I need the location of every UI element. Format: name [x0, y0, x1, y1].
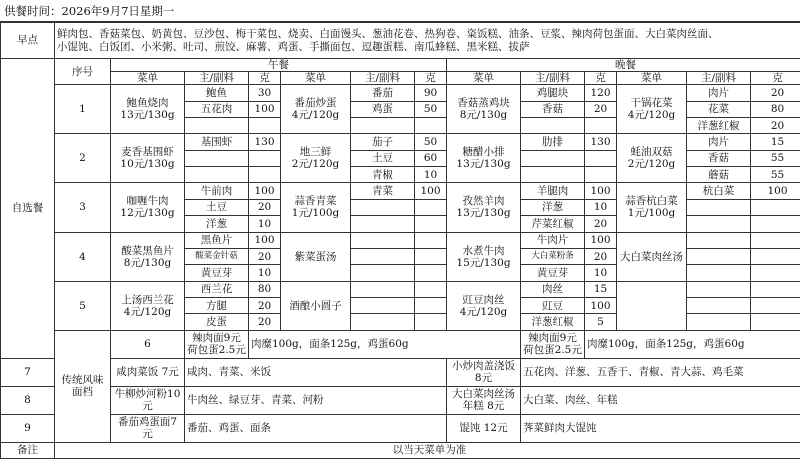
ingredient-name: 鸡腿块 [521, 85, 585, 101]
breakfast-row [1, 23, 800, 59]
ingredient-grams: 100 [585, 183, 617, 199]
ingredient-grams [585, 117, 617, 133]
dish-price: 13元/130g [449, 158, 518, 170]
dish-name-price [111, 85, 185, 134]
ingredient-grams: 50 [415, 101, 447, 117]
ingredient-grams: 15 [751, 134, 800, 150]
ingredient-grams: 30 [249, 85, 281, 101]
ingredient-name: 青菜 [351, 183, 415, 199]
lunch-noodle-desc: 肉糜100g，面条125g，鸡蛋60g [249, 330, 521, 358]
ingredient-grams: 10 [585, 199, 617, 215]
ingredient-name [687, 314, 751, 330]
ingredient-grams: 100 [249, 183, 281, 199]
ingredient-grams: 90 [415, 85, 447, 101]
ingredient-name [351, 232, 415, 248]
dinner-noodle-name: 大白菜肉丝汤年糕 8元 [447, 386, 521, 414]
dish-name-price [617, 232, 687, 281]
ingredient-name [521, 117, 585, 133]
ingredient-grams [751, 298, 800, 314]
gram-col-header: 克 [415, 72, 447, 85]
ingredient-col-header: 主/副料 [521, 72, 585, 85]
ingredient-name [351, 199, 415, 215]
lunch-noodle-name: 辣肉面9元荷包蛋2.5元 [185, 330, 249, 358]
ingredient-grams [415, 298, 447, 314]
dish-name: 香菇蒸鸡块 [449, 97, 518, 109]
ingredient-grams [751, 199, 800, 215]
ingredient-grams [249, 167, 281, 183]
dish-name-price [281, 183, 351, 232]
seq-number: 1 [55, 85, 111, 134]
remark-text: 以当天菜单为准 [55, 442, 800, 458]
ingredient-grams: 20 [249, 199, 281, 215]
dish-name: 咖喱牛肉 [113, 195, 182, 207]
ingredient-name: 花菜 [687, 101, 751, 117]
dish-name: 酒酿小圆子 [283, 300, 348, 312]
ingredient-name [521, 150, 585, 166]
ingredient-name [687, 248, 751, 264]
ingredient-grams: 100 [249, 232, 281, 248]
dinner-noodle-name: 馄饨 12元 [447, 414, 521, 442]
ingredient-grams: 20 [751, 117, 800, 133]
ingredient-name: 洋葱红椒 [521, 314, 585, 330]
ingredient-grams [415, 281, 447, 297]
ingredient-name: 大白菜粉条 [521, 248, 585, 264]
serving-date-header: 供餐时间：2026年9月7日星期一 [0, 0, 800, 22]
breakfast-line-2: 小馄饨、白饭团、小米粥、吐司、煎饺、麻薯、鸡蛋、手撕面包、逗趣蛋糕、南瓜蜂糕、黑米糕、拔萨 [57, 41, 800, 53]
dish-name-price [617, 85, 687, 134]
ingredient-grams: 100 [585, 232, 617, 248]
ingredient-grams: 120 [585, 85, 617, 101]
ingredient-grams: 55 [751, 167, 800, 183]
ingredient-name: 肉片 [687, 134, 751, 150]
lunch-header: 午餐 [111, 59, 447, 72]
seq-number: 3 [55, 183, 111, 232]
ingredient-name [351, 314, 415, 330]
dish-name-price [281, 85, 351, 134]
ingredient-name: 洋葱红椒 [687, 117, 751, 133]
ingredient-name: 豇豆 [521, 298, 585, 314]
ingredient-grams [751, 248, 800, 264]
dinner-noodle-desc: 荠菜鲜肉大馄饨 [521, 414, 800, 442]
dish-price: 2元/120g [283, 158, 348, 170]
ingredient-grams [585, 167, 617, 183]
meal-header-row [1, 59, 800, 72]
seq-number: 9 [1, 414, 55, 442]
ingredient-name [351, 281, 415, 297]
ingredient-name: 肉片 [687, 85, 751, 101]
dish-col-header: 菜单 [281, 72, 351, 85]
menu-table [0, 22, 800, 459]
dish-name: 干锅花菜 [619, 97, 684, 109]
ingredient-name: 洋葱 [521, 199, 585, 215]
dish-name: 酸菜黑鱼片 [113, 245, 182, 257]
dish-price: 4元/120g [283, 109, 348, 121]
ingredient-name [185, 150, 249, 166]
ingredient-grams: 20 [751, 85, 800, 101]
ingredient-name: 鲍鱼 [185, 85, 249, 101]
lunch-noodle-desc: 番茄、鸡蛋、面条 [185, 414, 447, 442]
gram-col-header: 克 [585, 72, 617, 85]
remark-row [1, 442, 800, 458]
lunch-noodle-name: 牛柳炒河粉10元 [111, 386, 185, 414]
dinner-noodle-desc: 肉糜100g，面条125g，鸡蛋60g [585, 330, 800, 358]
seq-number: 6 [111, 330, 185, 358]
ingredient-grams [751, 216, 800, 232]
ingredient-col-header: 主/副料 [687, 72, 751, 85]
ingredient-grams [415, 199, 447, 215]
seq-number: 4 [55, 232, 111, 281]
ingredient-grams [249, 150, 281, 166]
ingredient-grams [751, 232, 800, 248]
ingredient-name: 黄豆芽 [521, 265, 585, 281]
dish-price: 13元/130g [449, 207, 518, 219]
dish-name-price [447, 232, 521, 281]
ingredient-name [351, 216, 415, 232]
lunch-noodle-desc: 咸肉、青菜、米饭 [185, 358, 447, 386]
dish-name-price [111, 232, 185, 281]
dish-name-price [617, 183, 687, 232]
dish-name: 蒜香青菜 [283, 195, 348, 207]
zixuan-group-row [1, 183, 800, 191]
dish-name: 麦香基围虾 [113, 146, 182, 158]
zixuan-group-row [1, 281, 800, 289]
dish-name: 紫菜蛋汤 [283, 251, 348, 263]
lunch-noodle-desc: 牛肉丝、绿豆芽、青菜、河粉 [185, 386, 447, 414]
ingredient-name [185, 167, 249, 183]
dish-name: 蒜香杭白菜 [619, 195, 684, 207]
ingredient-name [687, 298, 751, 314]
dish-name-price [111, 134, 185, 183]
dish-name: 鲍鱼烧肉 [113, 97, 182, 109]
ingredient-name [521, 167, 585, 183]
lunch-noodle-name: 番茄鸡蛋面7元 [111, 414, 185, 442]
ingredient-grams: 10 [415, 167, 447, 183]
dish-price: 10元/130g [113, 158, 182, 170]
noodle-row [1, 386, 800, 414]
dish-name-price [281, 232, 351, 281]
dish-price: 15元/130g [449, 257, 518, 269]
seq-number: 8 [1, 386, 55, 414]
ingredient-name: 西兰花 [185, 281, 249, 297]
ingredient-grams: 100 [249, 101, 281, 117]
ingredient-name [687, 265, 751, 281]
dish-name-price [111, 281, 185, 330]
ingredient-name: 青椒 [351, 167, 415, 183]
lunch-noodle-name: 咸肉菜饭 7元 [111, 358, 185, 386]
dinner-header: 晚餐 [447, 59, 800, 72]
ingredient-grams: 5 [585, 314, 617, 330]
dish-price: 1元/100g [619, 207, 684, 219]
ingredient-name: 黑鱼片 [185, 232, 249, 248]
ingredient-grams: 130 [249, 134, 281, 150]
ingredient-name: 土豆 [185, 199, 249, 215]
dish-col-header: 菜单 [447, 72, 521, 85]
ingredient-grams [415, 248, 447, 264]
ingredient-grams: 20 [585, 101, 617, 117]
dish-name-price [447, 134, 521, 183]
ingredient-grams [415, 232, 447, 248]
ingredient-grams: 55 [751, 150, 800, 166]
gram-col-header: 克 [249, 72, 281, 85]
zixuan-label: 自选餐 [1, 59, 55, 359]
ingredient-name [185, 117, 249, 133]
zixuan-group-row [1, 232, 800, 240]
ingredient-name: 黄豆芽 [185, 265, 249, 281]
ingredient-grams [415, 314, 447, 330]
dinner-noodle-desc: 五花肉、洋葱、五香干、青椒、青大蒜、鸡毛菜 [521, 358, 800, 386]
ingredient-grams [415, 265, 447, 281]
ingredient-col-header: 主/副料 [351, 72, 415, 85]
ingredient-grams [415, 216, 447, 232]
ingredient-name [687, 232, 751, 248]
ingredient-name: 香菇 [687, 150, 751, 166]
dish-price: 4元/120g [619, 109, 684, 121]
ingredient-name: 羊腿肉 [521, 183, 585, 199]
dish-price: 12元/130g [113, 207, 182, 219]
ingredient-name: 土豆 [351, 150, 415, 166]
dish-col-header: 菜单 [111, 72, 185, 85]
ingredient-name [351, 117, 415, 133]
dish-name-price [281, 281, 351, 330]
ingredient-grams: 80 [249, 281, 281, 297]
dish-price: 8元/130g [449, 109, 518, 121]
ingredient-name [687, 281, 751, 297]
zixuan-group-row [1, 134, 800, 142]
dish-name: 蚝油双菇 [619, 146, 684, 158]
seq-number: 2 [55, 134, 111, 183]
ingredient-grams [751, 281, 800, 297]
dish-name: 孜然羊肉 [449, 195, 518, 207]
dish-name-price [617, 281, 687, 330]
ingredient-grams: 20 [249, 314, 281, 330]
ingredient-name: 牛肉片 [521, 232, 585, 248]
breakfast-line-1: 鲜肉包、香菇菜包、奶黄包、豆沙包、梅干菜包、烧卖、白面馒头、葱油花卷、热狗卷、粢饭糕、油条、豆浆、辣肉荷包蛋面、大白菜肉丝面、 [57, 28, 800, 40]
ingredient-name: 牛前肉 [185, 183, 249, 199]
ingredient-name: 肋排 [521, 134, 585, 150]
dish-price: 4元/120g [449, 306, 518, 318]
ingredient-grams: 10 [249, 216, 281, 232]
dish-name: 豇豆肉丝 [449, 294, 518, 306]
ingredient-grams: 100 [585, 298, 617, 314]
dinner-noodle-desc: 大白菜、肉丝、年糕 [521, 386, 800, 414]
ingredient-name: 皮蛋 [185, 314, 249, 330]
dish-price: 4元/120g [113, 306, 182, 318]
dish-price: 1元/100g [283, 207, 348, 219]
ingredient-grams [249, 117, 281, 133]
dish-name-price [447, 85, 521, 134]
ingredient-grams [751, 314, 800, 330]
breakfast-items [55, 23, 800, 59]
dish-name: 地三鲜 [283, 146, 348, 158]
dinner-noodle-name: 小炒肉盖浇饭 8元 [447, 358, 521, 386]
dish-name-price [447, 281, 521, 330]
ingredient-grams: 60 [415, 150, 447, 166]
ingredient-grams: 20 [585, 216, 617, 232]
ingredient-grams: 50 [415, 134, 447, 150]
ingredient-grams: 20 [585, 248, 617, 264]
seq-number: 7 [1, 358, 55, 386]
dish-name: 大白菜肉丝汤 [619, 251, 684, 263]
ingredient-grams: 80 [751, 101, 800, 117]
ingredient-name: 肉丝 [521, 281, 585, 297]
ingredient-grams: 10 [585, 265, 617, 281]
zixuan-group-row [1, 85, 800, 93]
ingredient-name: 杭白菜 [687, 183, 751, 199]
dinner-noodle-name: 辣肉面9元荷包蛋2.5元 [521, 330, 585, 358]
dish-price: 8元/130g [113, 257, 182, 269]
dish-col-header: 菜单 [617, 72, 687, 85]
ingredient-grams [585, 150, 617, 166]
dish-name-price [447, 183, 521, 232]
ingredient-grams [751, 265, 800, 281]
ingredient-name: 鸡蛋 [351, 101, 415, 117]
ingredient-name: 番茄 [351, 85, 415, 101]
ingredient-grams: 10 [249, 265, 281, 281]
dish-name: 番茄炒蛋 [283, 97, 348, 109]
ingredient-grams: 100 [751, 183, 800, 199]
ingredient-name: 茄子 [351, 134, 415, 150]
dish-name-price [281, 134, 351, 183]
noodle-section-label: 传统风味面档 [55, 330, 111, 442]
ingredient-name: 香菇 [521, 101, 585, 117]
ingredient-name [687, 199, 751, 215]
ingredient-grams: 20 [249, 298, 281, 314]
ingredient-grams: 15 [585, 281, 617, 297]
ingredient-col-header: 主/副料 [185, 72, 249, 85]
ingredient-name: 方腿 [185, 298, 249, 314]
ingredient-grams [415, 117, 447, 133]
seq-header: 序号 [55, 59, 111, 85]
ingredient-grams: 20 [249, 248, 281, 264]
remark-label: 备注 [1, 442, 55, 458]
noodle-row [1, 414, 800, 442]
dish-price: 2元/120g [619, 158, 684, 170]
dish-name-price [617, 134, 687, 183]
ingredient-name: 蘑菇 [687, 167, 751, 183]
column-header-row [1, 72, 800, 85]
dish-price: 13元/130g [113, 109, 182, 121]
ingredient-name [687, 216, 751, 232]
ingredient-name: 五花肉 [185, 101, 249, 117]
dish-name-price [111, 183, 185, 232]
ingredient-name: 基围虾 [185, 134, 249, 150]
seq-number: 5 [55, 281, 111, 330]
dish-name: 水煮牛肉 [449, 245, 518, 257]
ingredient-name [351, 248, 415, 264]
ingredient-name: 芹菜红椒 [521, 216, 585, 232]
breakfast-label: 早点 [1, 23, 55, 59]
noodle-row [1, 330, 800, 358]
dish-name: 糖醋小排 [449, 146, 518, 158]
ingredient-grams: 100 [415, 183, 447, 199]
noodle-row [1, 358, 800, 386]
ingredient-grams: 130 [585, 134, 617, 150]
ingredient-name: 酸菜金针菇 [185, 248, 249, 264]
ingredient-name [351, 265, 415, 281]
ingredient-name: 洋葱 [185, 216, 249, 232]
gram-col-header: 克 [751, 72, 800, 85]
ingredient-name [351, 298, 415, 314]
dish-name: 上汤西兰花 [113, 294, 182, 306]
